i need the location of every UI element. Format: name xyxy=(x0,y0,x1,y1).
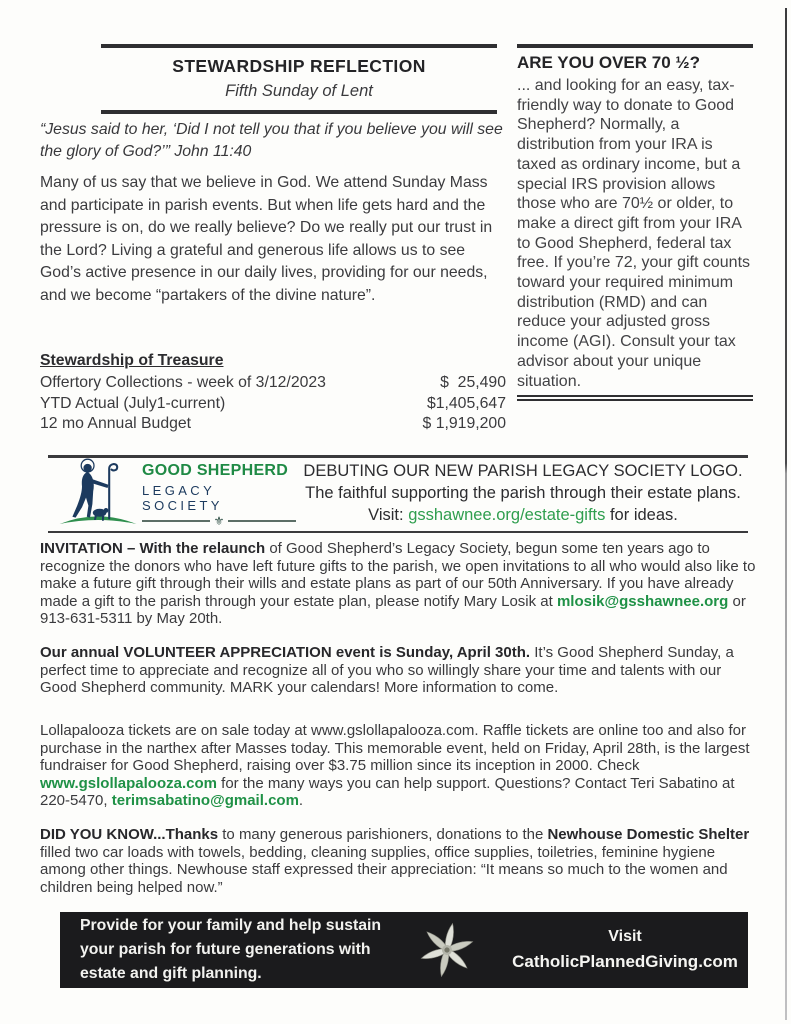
text-segment: filled two car loads with towels, bedding, cleaning supplies, office supplies, toiletries, feminine hygiene among other things. Newhouse staff expressed their appreciation: “It means so much to the women and children being helped now.” xyxy=(40,843,728,896)
banner-cta[interactable] xyxy=(502,925,748,975)
did-you-know-paragraph xyxy=(40,826,756,896)
legacy-society-logo xyxy=(58,457,296,532)
text-segment: for the many ways you can help support. Questions? Contact Teri Sabatino at 220-5470, xyxy=(40,774,735,810)
fleur-de-lis-icon: ⚜ xyxy=(213,513,225,528)
treasure-row-label: 12 mo Annual Budget xyxy=(40,415,192,433)
volunteer-appreciation-paragraph xyxy=(40,644,756,697)
legacy-subheading: The faithful supporting the parish through their estate plans. xyxy=(305,484,741,503)
banner-message: Provide for your family and help sustain your parish for future generations with estate and gift planning. xyxy=(80,917,382,982)
table-row xyxy=(40,414,506,435)
text-segment: DID YOU KNOW...Thanks xyxy=(40,826,219,843)
stewardship-reflection-header xyxy=(101,44,497,114)
text-segment: Newhouse Domestic Shelter xyxy=(547,826,750,843)
email-link-sabatino[interactable]: terimsabatino@gmail.com xyxy=(111,792,299,810)
ira-body-text: ... and looking for an easy, tax-friendly way to donate to Good Shepherd? Normally, a distribution from your IRA is taxed as ordinary income, but a special IRS provision allows those who are 70½ or older, to make a direct gift from your IRA to Good Shepherd, federal tax free. If you’re 72, your gift counts toward your required minimum distribution (RMD) and can reduce your adjusted gross income (AGI). Consult your tax advisor about your unique situation. xyxy=(517,77,751,390)
invitation-paragraph xyxy=(40,540,756,628)
text-segment: of Good Shepherd’s Legacy Society, begun some ten years ago to recognize the donors who have left future gifts to the parish, we open invitations to all who would also like to make a future gift through their wills and estate plans as part of our 50th Anniversary. If you have already made a gift to the parish through your estate plan, please notify Mary Losik at xyxy=(40,540,756,610)
treasure-row-label: Offertory Collections - week of 3/12/2023 xyxy=(40,374,326,391)
text-segment: or 913-631-5311 by May 20th. xyxy=(40,592,746,628)
treasure-row-amount: $1,405,647 xyxy=(426,394,506,412)
treasure-row-label: YTD Actual (July1-current) xyxy=(40,394,226,412)
text-segment: Our annual VOLUNTEER APPRECIATION event is Sunday, April 30th. xyxy=(40,644,531,661)
treasure-row-amount: $ 25,490 xyxy=(440,374,506,391)
text-segment: Lollapalooza tickets are on sale today at www.gslollapalooza.com. Raffle tickets are online too and also for purchase in the narthex after Masses today. This memorable event, held on Friday, April 28th, is the largest fundraiser for Good Shepherd, raising over $3.75 million since its inception in 2000. Check xyxy=(40,722,750,775)
table-row xyxy=(40,373,506,394)
text-segment: INVITATION – With the relaunch xyxy=(40,540,266,557)
text-segment: Visit: xyxy=(368,505,409,524)
stewardship-of-treasure xyxy=(40,352,506,435)
legacy-logo-text xyxy=(142,462,296,527)
table-row xyxy=(40,394,506,415)
emblem-line xyxy=(142,520,210,522)
email-link-mlosik[interactable]: mlosik@gsshawnee.org xyxy=(556,592,729,610)
page-subtitle: Fifth Sunday of Lent xyxy=(225,82,373,100)
text-segment: It’s Good Shepherd Sunday, a perfect time to appreciate and recognize all of you who so willingly share your time and talents with our Good Shepherd community. MARK your calendars! More information to come. xyxy=(40,644,734,697)
logo-society-line: LEGACY SOCIETY xyxy=(142,482,223,513)
text-segment: . xyxy=(298,792,304,810)
banner-cta-url: CatholicPlannedGiving.com xyxy=(512,952,738,972)
emblem-line xyxy=(228,520,296,522)
horizontal-divider xyxy=(48,531,748,533)
treasure-title: Stewardship of Treasure xyxy=(40,352,224,369)
lollapalooza-paragraph xyxy=(40,722,756,810)
treasure-row-amount: $ 1,919,200 xyxy=(422,415,506,433)
text-segment: for ideas. xyxy=(605,505,678,524)
shepherd-logo-icon xyxy=(58,457,138,532)
legacy-heading: DEBUTING OUR NEW PARISH LEGACY SOCIETY LOGO. xyxy=(303,462,743,481)
logo-emblem xyxy=(142,515,296,527)
estate-gifts-link[interactable]: gsshawnee.org/estate-gifts xyxy=(408,505,606,524)
ira-giving-box xyxy=(517,44,753,401)
scripture-quote: “Jesus said to her, ‘Did I not tell you that if you believe you will see the glory of God?’” John 11:40 xyxy=(40,121,503,161)
logo-name-line: GOOD SHEPHERD xyxy=(142,461,289,479)
daffodil-flower-icon xyxy=(392,917,502,983)
page-title: STEWARDSHIP REFLECTION xyxy=(172,56,426,76)
text-segment: to many generous parishioners, donations to the xyxy=(218,826,548,843)
ira-title: ARE YOU OVER 70 ½? xyxy=(517,53,700,72)
banner-cta-visit: Visit xyxy=(608,928,642,946)
reflection-body-text: Many of us say that we believe in God. We attend Sunday Mass and participate in parish events. But when life gets hard and the pressure is on, do we really believe? Do we really put our trust in the Lord? Living a grateful and generous life allows us to see God’s active presence in our daily lives, providing for our needs, and we become “partakers of the divine nature”. xyxy=(40,174,493,304)
legacy-banner-text xyxy=(296,461,750,527)
scan-edge-line xyxy=(785,8,787,1020)
legacy-society-banner xyxy=(58,459,750,529)
planned-giving-banner xyxy=(60,912,748,988)
legacy-visit-line xyxy=(296,505,750,527)
lollapalooza-link[interactable]: www.gslollapalooza.com xyxy=(40,774,217,792)
